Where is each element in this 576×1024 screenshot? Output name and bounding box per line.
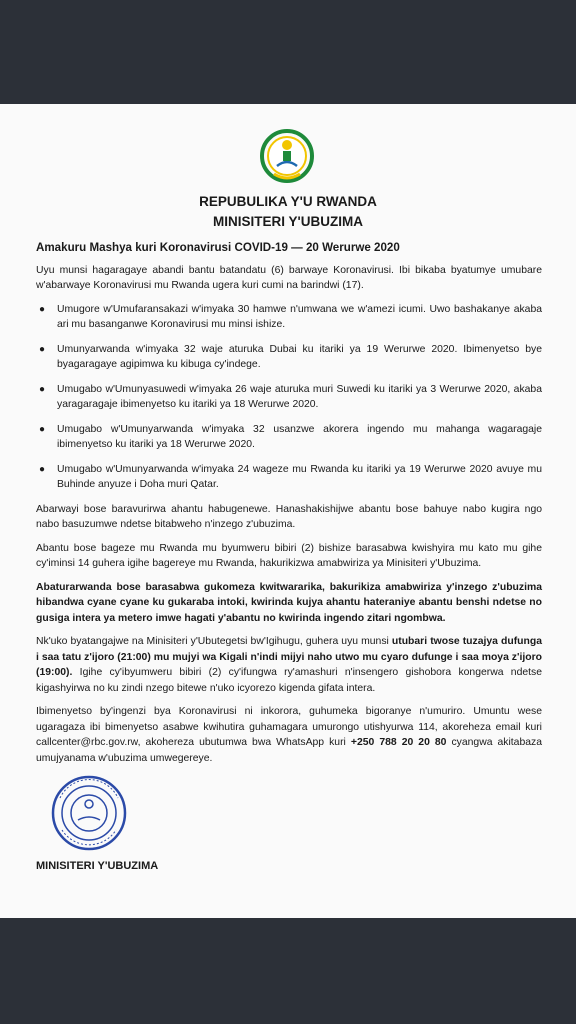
bars-closure-paragraph: Nk'uko byatangajwe na Minisiteri y'Ubutegetsi bw'Igihugu, guhera uyu munsi utubari twose tuzajya dufunga i saa tatu z'ijoro (21:00) mu mujyi wa Kigali n'indi mijyi naho utwo mu cyaro dufunge i saa moya z'ijoro (19:00). Igihe cy'ibyumweru bibiri (2) cy'ifungwa ry'amashuri n'insengero gishobora kongerwa ndetse kigashyirwa no ku zindi nzego bitewe n'uko icyorezo kigenda gifata intera. [36,636,542,694]
list-item: ● Umugore w'Umufaransakazi w'imyaka 30 hamwe n'umwana we w'amezi icumi. Uwo bashakanye akaba ari mu basanganwe Koronavirusi mu minsi ishize. [39,303,542,330]
cases-list [36,302,542,493]
bullet-icon: ● [39,343,46,355]
list-item: ● Umunyarwanda w'imyaka 32 waje aturuka Dubai ku itariki ya 19 Werurwe 2020. Ibimenyetso bye byagaragaye agipimwa ku kibuga cy'indege. [39,343,542,370]
intro-paragraph: Uyu munsi hagaragaye abandi bantu batandatu (6) barwaye Koronavirusi. Ibi bikaba byatumye umubare w'abarwaye Koronavirusi mu Rwanda ugera kuri cumi na barindwi (17). [36,264,542,291]
signature-ministry: MINISITERI Y'UBUZIMA [36,860,159,872]
header-ministry: MINISITERI Y'UBUZIMA [213,214,363,229]
quarantine-paragraph: Abantu bose bageze mu Rwanda mu byumweru bibiri (2) bishize barasabwa kwishyira mu kato mu gihe cy'iminsi 14 guhera igihe bagereye mu Rwanda, hakurikizwa amabwiriza ya Minisiteri y'Ubuzima. [36,542,542,569]
symptoms-paragraph: Ibimenyetso by'ingenzi bya Koronavirusi ni inkorora, guhumeka bigoranye n'umuriro. Umuntu wese ugaragaza ibi bimenyetso asabwe kwihutira guhamagara umurongo utishyurwa 114, akoreheza email kuri callcenter@rbc.gov.rw, akohereza ubutumwa bwa WhatsApp kuri +250 788 20 20 80 cyangwa akitabaza umujyanama w'ubuzima umwegereye. [36,706,542,764]
bullet-icon: ● [39,383,46,395]
document-body [36,240,542,774]
list-item: ● Umugabo w'Umunyarwanda w'imyaka 24 wageze mu Rwanda ku itariki ya 19 Werurwe 2020 avuye mu Buhinde anyuze i Doha muri Qatar. [39,463,542,490]
bullet-icon: ● [39,463,46,475]
list-item: ● Umugabo w'Umunyarwanda w'imyaka 32 usanzwe akorera ingendo mu mahanga wagaragaje ibimenyetso ku itariki ya 18 Werurwe 2020. [39,423,542,450]
treatment-paragraph: Abarwayi bose baravurirwa ahantu habugenewe. Hanashakishijwe abantu bose bahuye nabo kugira ngo nabo basuzumwe ndetse bitabweho n'inzego z'ubuzima. [36,503,542,530]
document-header [0,192,576,232]
rwanda-coat-of-arms-icon [260,128,314,184]
whatsapp-number: +250 788 20 20 80 [350,737,447,748]
ministry-seal-icon [50,774,128,852]
prevention-paragraph: Abaturarwanda bose barasabwa gukomeza kwitwararika, bakurikiza amabwiriza y'inzego z'ubuzima hibandwa cyane cyane ku gukaraba intoki, kwirinda kujya ahantu hateraniye abantu benshi ndetse no gusiga intera ya metero imwe hagati y'abantu no kwirinda ingendo zitari ngombwa. [36,581,542,624]
bullet-icon: ● [39,303,46,315]
header-country: REPUBULIKA Y'U RWANDA [199,194,377,209]
list-item: ● Umugabo w'Umunyasuwedi w'imyaka 26 waje aturuka muri Suwedi ku itariki ya 3 Werurwe 2020, akaba yaragaragaje ibimenyetso ku itariki ya 18 Werurwe 2020. [39,383,542,410]
document-page [0,104,576,918]
bullet-icon: ● [39,423,46,435]
document-title: Amakuru Mashya kuri Koronavirusi COVID-19 — 20 Werurwe 2020 [36,241,400,254]
bottom-dark-band [0,918,576,1024]
top-dark-band [0,0,576,104]
